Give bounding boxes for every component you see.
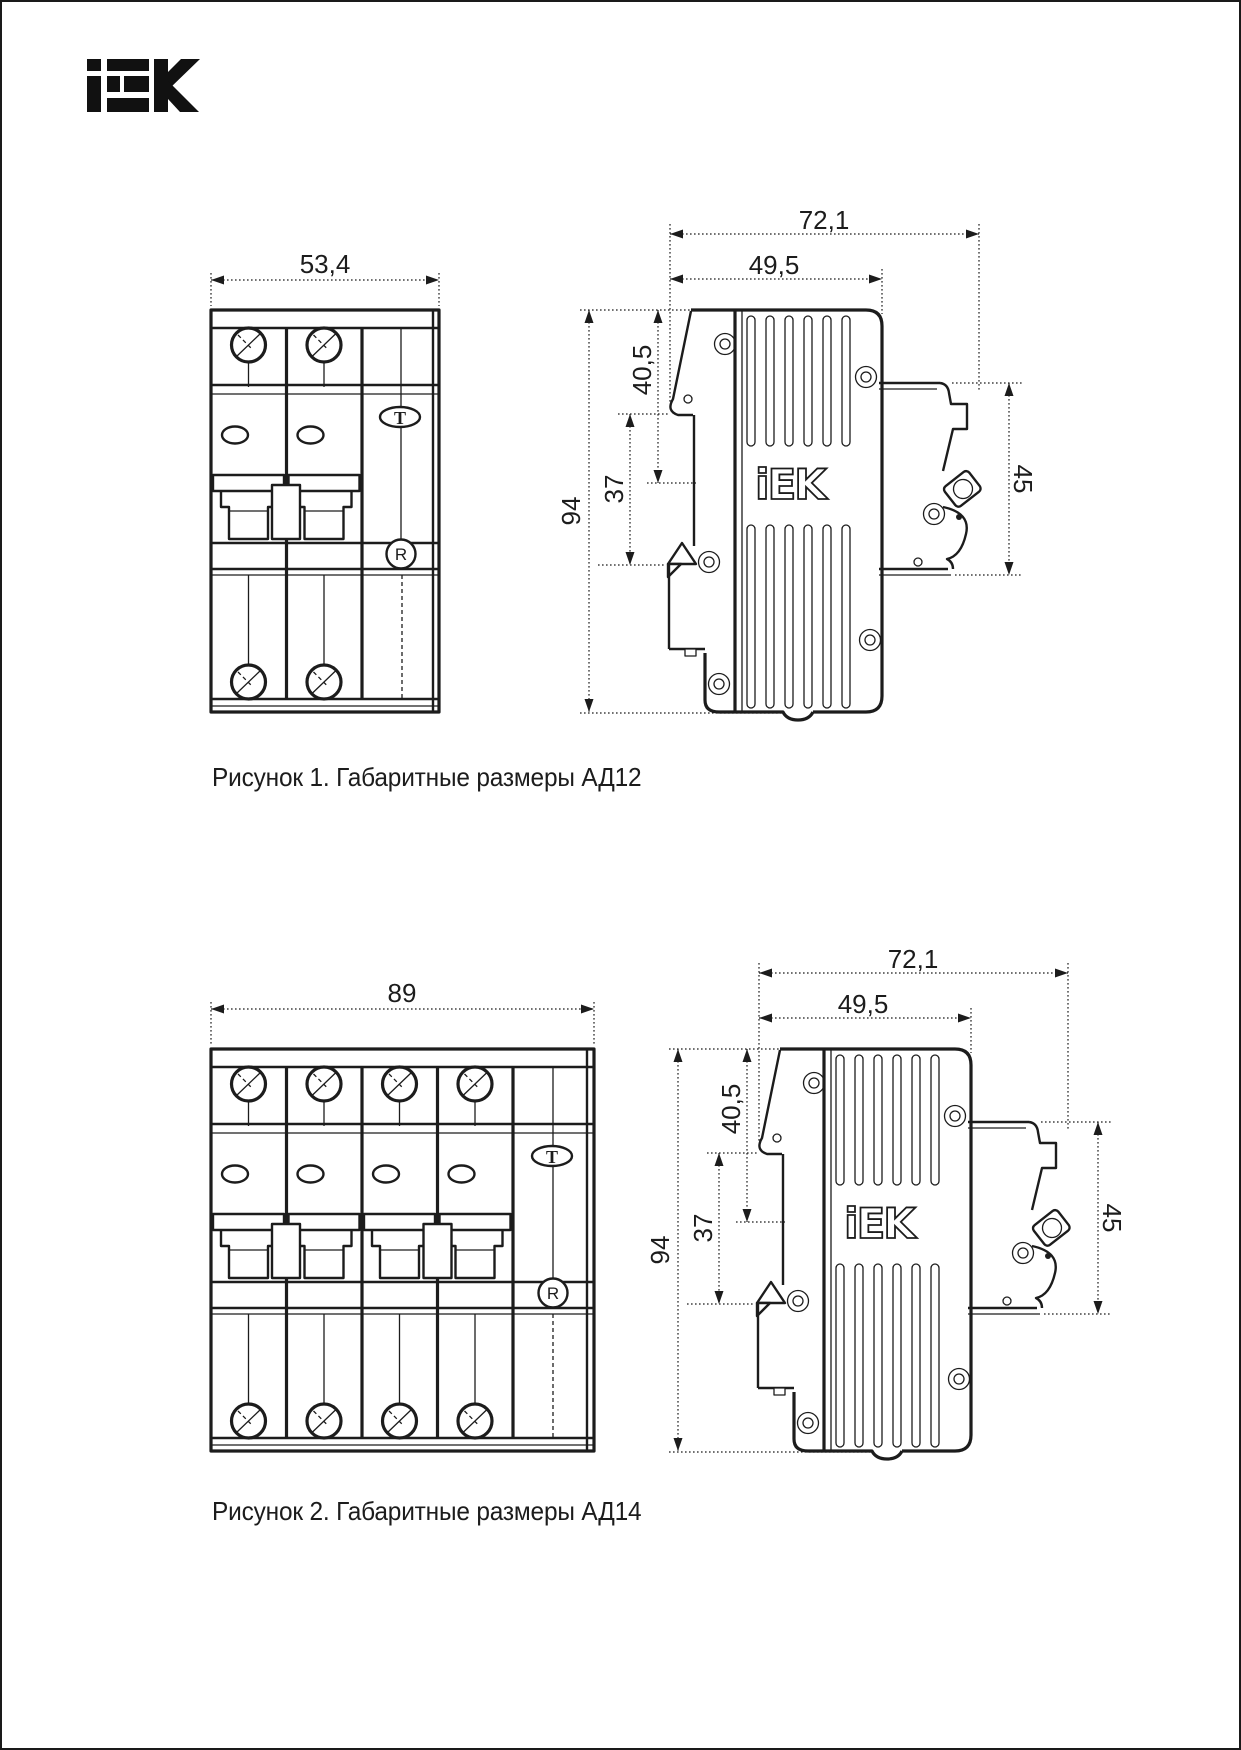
- dim-label-height: 94: [645, 1235, 675, 1265]
- dim-label-front-height: 45: [1008, 464, 1038, 494]
- iek-logo-glyphs: [87, 59, 200, 112]
- fig2-front-width-dim: [211, 978, 594, 1045]
- iek-logo: [87, 59, 207, 113]
- dim-label-din-offset: 40,5: [716, 1083, 746, 1135]
- dim-label-depth: 72,1: [887, 944, 939, 974]
- test-button-label: T: [545, 1147, 559, 1167]
- dim-label-front-height: 45: [1097, 1203, 1127, 1233]
- figure2-drawing: [142, 922, 1152, 1482]
- fig1-side-view: [556, 205, 1038, 720]
- side-brand-marking: iEK: [844, 1199, 914, 1248]
- dim-label-din-offset: 40,5: [627, 344, 657, 396]
- dim-label-depth: 72,1: [798, 205, 850, 235]
- side-brand-marking: iEK: [755, 460, 825, 509]
- dim-label-body-depth: 49,5: [748, 250, 800, 280]
- reset-button-label: R: [394, 545, 408, 564]
- dim-label-height: 94: [556, 496, 586, 526]
- dim-label-front-width: 89: [387, 978, 417, 1008]
- fig1-front-view: [211, 249, 439, 712]
- fig2-side-view: [645, 944, 1127, 1459]
- fig1-front-width-dim: [211, 249, 439, 306]
- handle-tie: [424, 1224, 452, 1278]
- figure1-drawing: [142, 192, 1052, 737]
- test-button-label: T: [393, 408, 407, 428]
- figure2-caption: Рисунок 2. Габаритные размеры АД14: [212, 1496, 642, 1526]
- fig2-front-view: [211, 978, 594, 1451]
- handle-tie: [272, 485, 300, 539]
- handle-tie: [272, 1224, 300, 1278]
- dim-label-din-window: 37: [599, 474, 629, 504]
- dim-label-din-window: 37: [688, 1213, 718, 1243]
- figure1-caption: Рисунок 1. Габаритные размеры АД12: [212, 762, 642, 792]
- reset-button-label: R: [546, 1284, 560, 1303]
- dim-label-front-width: 53,4: [299, 249, 351, 279]
- dim-label-body-depth: 49,5: [837, 989, 889, 1019]
